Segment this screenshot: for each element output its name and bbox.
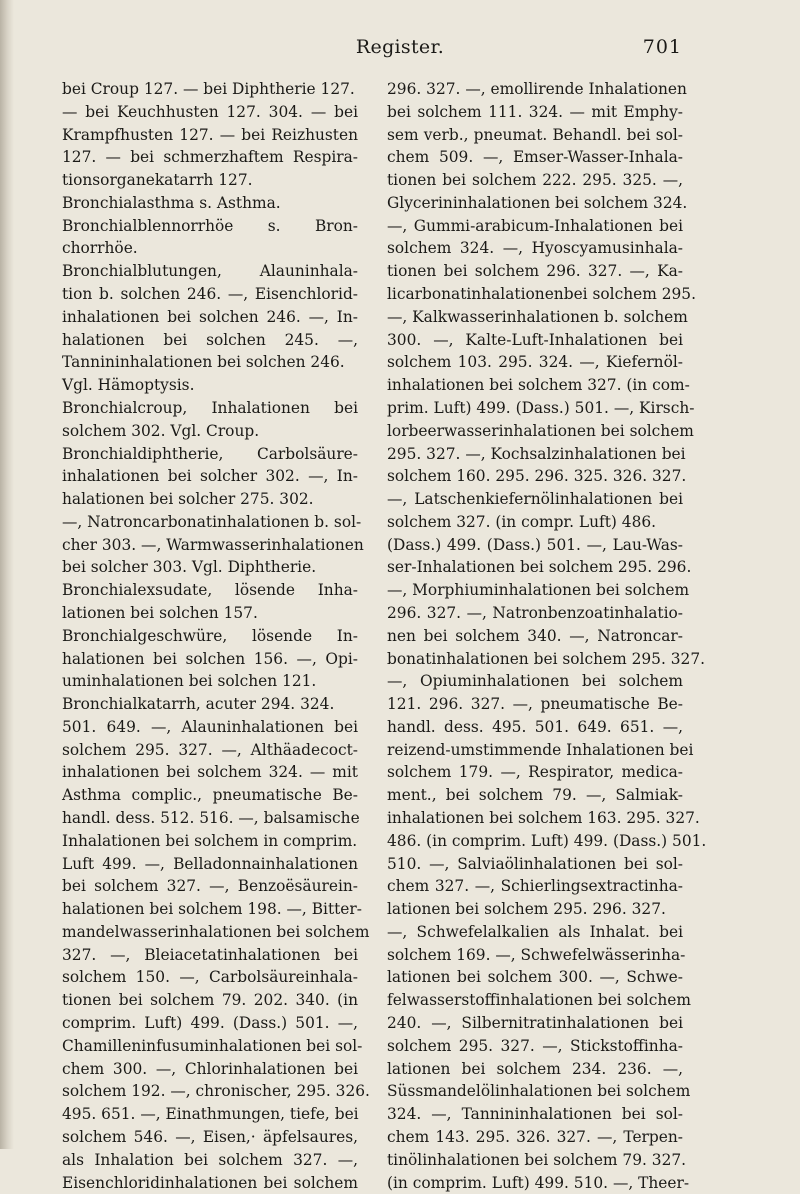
text-line: solchem 179. —, Respirator, medica- — [387, 761, 683, 784]
page-number: 701 — [643, 36, 682, 58]
text-line: Süssmandelölinhalationen bei solchem — [387, 1080, 683, 1103]
text-line: solchem 169. —, Schwefelwässerinha- — [387, 944, 683, 967]
text-line: —, Schwefelalkalien als Inhalat. bei — [387, 921, 683, 944]
text-line: 296. 327. —, Natronbenzoatinhalatio- — [387, 602, 683, 625]
text-line: halationen bei solchem 198. —, Bitter- — [62, 898, 358, 921]
text-line: Inhalationen bei solchem in comprim. — [62, 830, 358, 853]
text-line: Krampfhusten 127. — bei Reizhusten — [62, 124, 358, 147]
text-line: 501. 649. —, Alauninhalationen bei — [62, 716, 358, 739]
text-line: lationen bei solchem 295. 296. 327. — [387, 898, 683, 921]
text-line: 510. —, Salviaölinhalationen bei sol- — [387, 853, 683, 876]
text-line: 300. —, Kalte-Luft-Inhalationen bei — [387, 329, 683, 352]
text-line: handl. dess. 512. 516. —, balsamische — [62, 807, 358, 830]
text-line: solchem 295. 327. —, Althäadecoct- — [62, 739, 358, 762]
text-line: — bei Keuchhusten 127. 304. — bei — [62, 101, 358, 124]
text-line: comprim. Luft) 499. (Dass.) 501. —, — [62, 1012, 358, 1035]
text-line: tion b. solchen 246. —, Eisenchlorid- — [62, 283, 358, 306]
text-line: ser-Inhalationen bei solchem 295. 296. — [387, 556, 683, 579]
text-line: —, Opiuminhalationen bei solchem — [387, 670, 683, 693]
page-header — [0, 30, 800, 62]
text-line: felwasserstoffinhalationen bei solchem — [387, 989, 683, 1012]
text-line: halationen bei solchen 245. —, — [62, 329, 358, 352]
running-title: Register. — [0, 36, 800, 58]
text-line: Bronchialblennorrhöe s. Bron- — [62, 215, 358, 238]
text-line: lorbeerwasserinhalationen bei solchem — [387, 420, 683, 443]
text-line: —, Gummi-arabicum-Inhalationen bei — [387, 215, 683, 238]
text-line: Eisenchloridinhalationen bei solchem — [62, 1172, 358, 1194]
text-line: inhalationen bei solchem 324. — mit — [62, 761, 358, 784]
text-line: halationen bei solchen 156. —, Opi- — [62, 648, 358, 671]
text-line: 121. 296. 327. —, pneumatische Be- — [387, 693, 683, 716]
text-line: solchem 192. —, chronischer, 295. 326. — [62, 1080, 358, 1103]
text-line: 127. — bei schmerzhaftem Respira- — [62, 146, 358, 169]
text-line: Bronchialkatarrh, acuter 294. 324. — [62, 693, 358, 716]
text-line: —, Morphiuminhalationen bei solchem — [387, 579, 683, 602]
text-line: solchem 103. 295. 324. —, Kiefernöl- — [387, 351, 683, 374]
text-line: 324. —, Tannininhalationen bei sol- — [387, 1103, 683, 1126]
text-line: inhalationen bei solcher 302. —, In- — [62, 465, 358, 488]
text-line: solchem 160. 295. 296. 325. 326. 327. — [387, 465, 683, 488]
text-line: Bronchialblutungen, Alauninhala- — [62, 260, 358, 283]
text-line: inhalationen bei solchem 163. 295. 327. — [387, 807, 683, 830]
text-line: solchem 324. —, Hyoscyamusinhala- — [387, 237, 683, 260]
text-line: 240. —, Silbernitratinhalationen bei — [387, 1012, 683, 1035]
text-line: sem verb., pneumat. Behandl. bei sol- — [387, 124, 683, 147]
text-line: tinölinhalationen bei solchem 79. 327. — [387, 1149, 683, 1172]
text-line: reizend-umstimmende Inhalationen bei — [387, 739, 683, 762]
text-line: bei solchem 111. 324. — mit Emphy- — [387, 101, 683, 124]
text-line: —, Latschenkiefernölinhalationen bei — [387, 488, 683, 511]
text-line: 495. 651. —, Einathmungen, tiefe, bei — [62, 1103, 358, 1126]
text-line: solchem 150. —, Carbolsäureinhala- — [62, 966, 358, 989]
text-line: ment., bei solchem 79. —, Salmiak- — [387, 784, 683, 807]
text-line: bei solchem 327. —, Benzoësäurein- — [62, 875, 358, 898]
text-line: 486. (in comprim. Luft) 499. (Dass.) 501. — [387, 830, 683, 853]
text-line: tionen bei solchem 79. 202. 340. (in — [62, 989, 358, 1012]
text-line: bei solcher 303. Vgl. Diphtherie. — [62, 556, 358, 579]
text-line: Bronchialasthma s. Asthma. — [62, 192, 358, 215]
text-line: chem 300. —, Chlorinhalationen bei — [62, 1058, 358, 1081]
text-line: halationen bei solcher 275. 302. — [62, 488, 358, 511]
text-line: Luft 499. —, Belladonnainhalationen — [62, 853, 358, 876]
text-line: inhalationen bei solchem 327. (in com- — [387, 374, 683, 397]
text-line: Glycerininhalationen bei solchem 324. — [387, 192, 683, 215]
text-line: chem 327. —, Schierlingsextractinha- — [387, 875, 683, 898]
text-line: mandelwasserinhalationen bei solchem — [62, 921, 358, 944]
text-line: handl. dess. 495. 501. 649. 651. —, — [387, 716, 683, 739]
text-line: (in comprim. Luft) 499. 510. —, Theer- — [387, 1172, 683, 1194]
text-line: bei Croup 127. — bei Diphtherie 127. — [62, 78, 358, 101]
text-line: tionen bei solchem 296. 327. —, Ka- — [387, 260, 683, 283]
text-line: Asthma complic., pneumatische Be- — [62, 784, 358, 807]
text-line: solchem 302. Vgl. Croup. — [62, 420, 358, 443]
text-line: Bronchialexsudate, lösende Inha- — [62, 579, 358, 602]
text-line: prim. Luft) 499. (Dass.) 501. —, Kirsch- — [387, 397, 683, 420]
text-line: lationen bei solchem 234. 236. —, — [387, 1058, 683, 1081]
text-line: nen bei solchem 340. —, Natroncar- — [387, 625, 683, 648]
text-line: Bronchialdiphtherie, Carbolsäure- — [62, 443, 358, 466]
text-line: solchem 295. 327. —, Stickstoffinha- — [387, 1035, 683, 1058]
text-line: chem 509. —, Emser-Wasser-Inhala- — [387, 146, 683, 169]
text-line: lationen bei solchem 300. —, Schwe- — [387, 966, 683, 989]
text-line: Bronchialcroup, Inhalationen bei — [62, 397, 358, 420]
text-line: (Dass.) 499. (Dass.) 501. —, Lau-Was- — [387, 534, 683, 557]
text-line: solchem 327. (in compr. Luft) 486. — [387, 511, 683, 534]
text-line: inhalationen bei solchen 246. —, In- — [62, 306, 358, 329]
text-line: tionsorganekatarrh 127. — [62, 169, 358, 192]
text-line: licarbonatinhalationenbei solchem 295. — [387, 283, 683, 306]
text-line: Vgl. Hämoptysis. — [62, 374, 358, 397]
right-text-column — [387, 78, 683, 1194]
text-line: solchem 546. —, Eisen,· äpfelsaures, — [62, 1126, 358, 1149]
text-line: —, Kalkwasserinhalationen b. solchem — [387, 306, 683, 329]
text-line: Chamilleninfusuminhalationen bei sol- — [62, 1035, 358, 1058]
text-line: —, Natroncarbonatinhalationen b. sol- — [62, 511, 358, 534]
text-line: chem 143. 295. 326. 327. —, Terpen- — [387, 1126, 683, 1149]
text-line: bonatinhalationen bei solchem 295. 327. — [387, 648, 683, 671]
text-line: cher 303. —, Warmwasserinhalationen — [62, 534, 358, 557]
text-line: tionen bei solchem 222. 295. 325. —, — [387, 169, 683, 192]
text-line: chorrhöe. — [62, 237, 358, 260]
text-line: uminhalationen bei solchen 121. — [62, 670, 358, 693]
text-line: lationen bei solchen 157. — [62, 602, 358, 625]
text-line: 295. 327. —, Kochsalzinhalationen bei — [387, 443, 683, 466]
text-line: 327. —, Bleiacetatinhalationen bei — [62, 944, 358, 967]
text-line: Tannininhalationen bei solchen 246. — [62, 351, 358, 374]
text-line: als Inhalation bei solchem 327. —, — [62, 1149, 358, 1172]
left-text-column — [62, 78, 358, 1194]
text-line: 296. 327. —, emollirende Inhalationen — [387, 78, 683, 101]
page-binding-shadow — [0, 0, 14, 1149]
text-line: Bronchialgeschwüre, lösende In- — [62, 625, 358, 648]
